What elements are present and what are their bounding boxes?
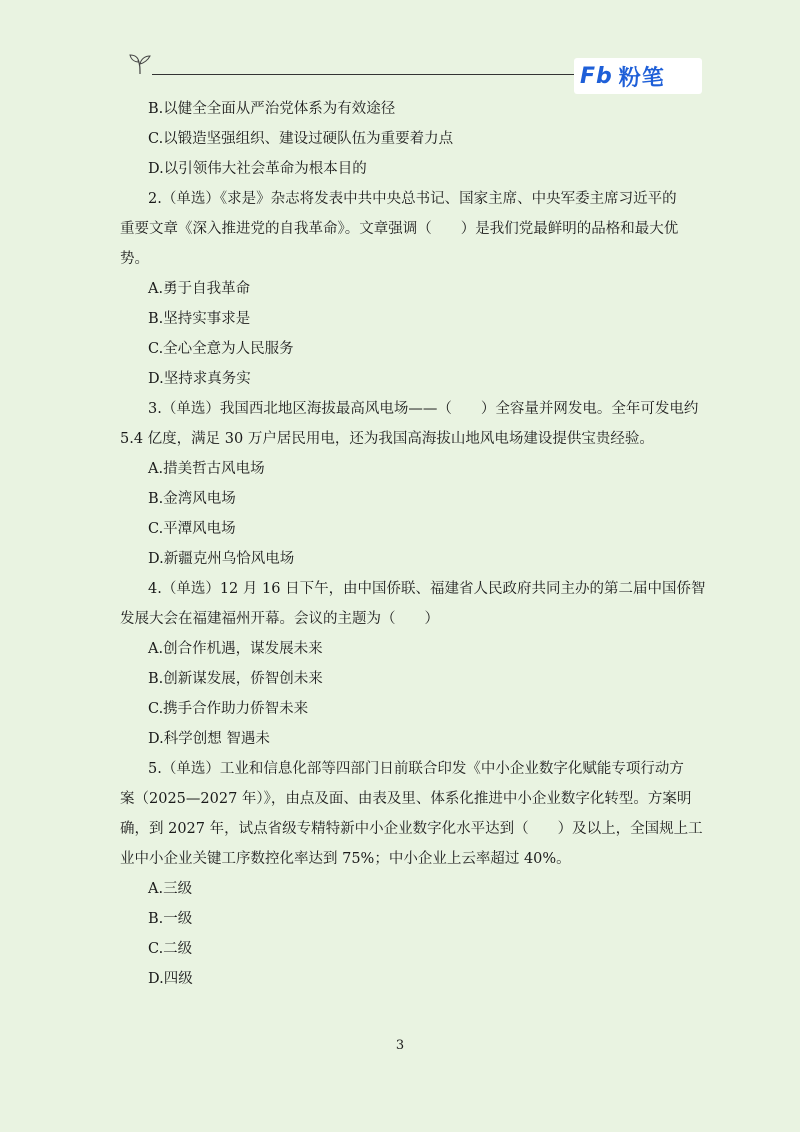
- answer-option: A.勇于自我革命: [148, 281, 251, 297]
- question-text-line: 5.（单选）工业和信息化部等四部门日前联合印发《中小企业数字化赋能专项行动方: [148, 761, 684, 777]
- brand-logo: [574, 58, 702, 94]
- answer-option: B.金湾风电场: [148, 491, 236, 507]
- sprout-icon: [128, 52, 154, 76]
- answer-option: A.措美哲古风电场: [148, 461, 265, 477]
- question-text-line: 确，到 2027 年，试点省级专精特新中小企业数字化水平达到（ ）及以上，全国规上工: [120, 821, 703, 837]
- question-text-line: 3.（单选）我国西北地区海拔最高风电场——（ ）全容量并网发电。全年可发电约: [148, 401, 699, 417]
- answer-option: D.以引领伟大社会革命为根本目的: [148, 161, 367, 177]
- question-text-line: 5.4 亿度，满足 30 万户居民用电，还为我国高海拔山地风电场建设提供宝贵经验。: [120, 431, 654, 447]
- answer-option: B.坚持实事求是: [148, 311, 251, 327]
- answer-option: C.携手合作助力侨智未来: [148, 701, 309, 717]
- question-text-line: 重要文章《深入推进党的自我革命》。文章强调（ ）是我们党最鲜明的品格和最大优: [120, 221, 679, 237]
- answer-option: D.四级: [148, 971, 193, 987]
- answer-option: C.以锻造坚强组织、建设过硬队伍为重要着力点: [148, 131, 454, 147]
- answer-option: C.平潭风电场: [148, 521, 236, 537]
- question-text-line: 发展大会在福建福州开幕。会议的主题为（ ）: [120, 611, 439, 627]
- answer-option: C.全心全意为人民服务: [148, 341, 294, 357]
- answer-option: B.以健全全面从严治党体系为有效途径: [148, 101, 396, 117]
- answer-option: C.二级: [148, 941, 193, 957]
- logo-mark: Fb: [580, 63, 613, 89]
- logo-name: 粉笔: [618, 65, 665, 91]
- question-text-line: 2.（单选）《求是》杂志将发表中共中央总书记、国家主席、中央军委主席习近平的: [148, 191, 677, 207]
- question-text-line: 势。: [120, 251, 149, 267]
- answer-option: D.新疆克州乌恰风电场: [148, 551, 295, 567]
- page-number: 3: [395, 1038, 405, 1053]
- answer-option: D.坚持求真务实: [148, 371, 251, 387]
- page-header: [0, 0, 800, 100]
- question-text-line: 业中小企业关键工序数控化率达到 75%；中小企业上云率超过 40%。: [120, 851, 571, 867]
- answer-option: B.创新谋发展，侨智创未来: [148, 671, 323, 687]
- answer-option: A.三级: [148, 881, 193, 897]
- answer-option: A.创合作机遇，谋发展未来: [148, 641, 323, 657]
- answer-option: B.一级: [148, 911, 193, 927]
- answer-option: D.科学创想 智遇未: [148, 731, 270, 747]
- question-text-line: 案（2025—2027 年）》，由点及面、由表及里、体系化推进中小企业数字化转型。方案明: [120, 791, 692, 807]
- question-content: [120, 94, 706, 994]
- header-rule: [152, 74, 582, 75]
- question-text-line: 4.（单选）12 月 16 日下午，由中国侨联、福建省人民政府共同主办的第二届中国侨智: [148, 581, 706, 597]
